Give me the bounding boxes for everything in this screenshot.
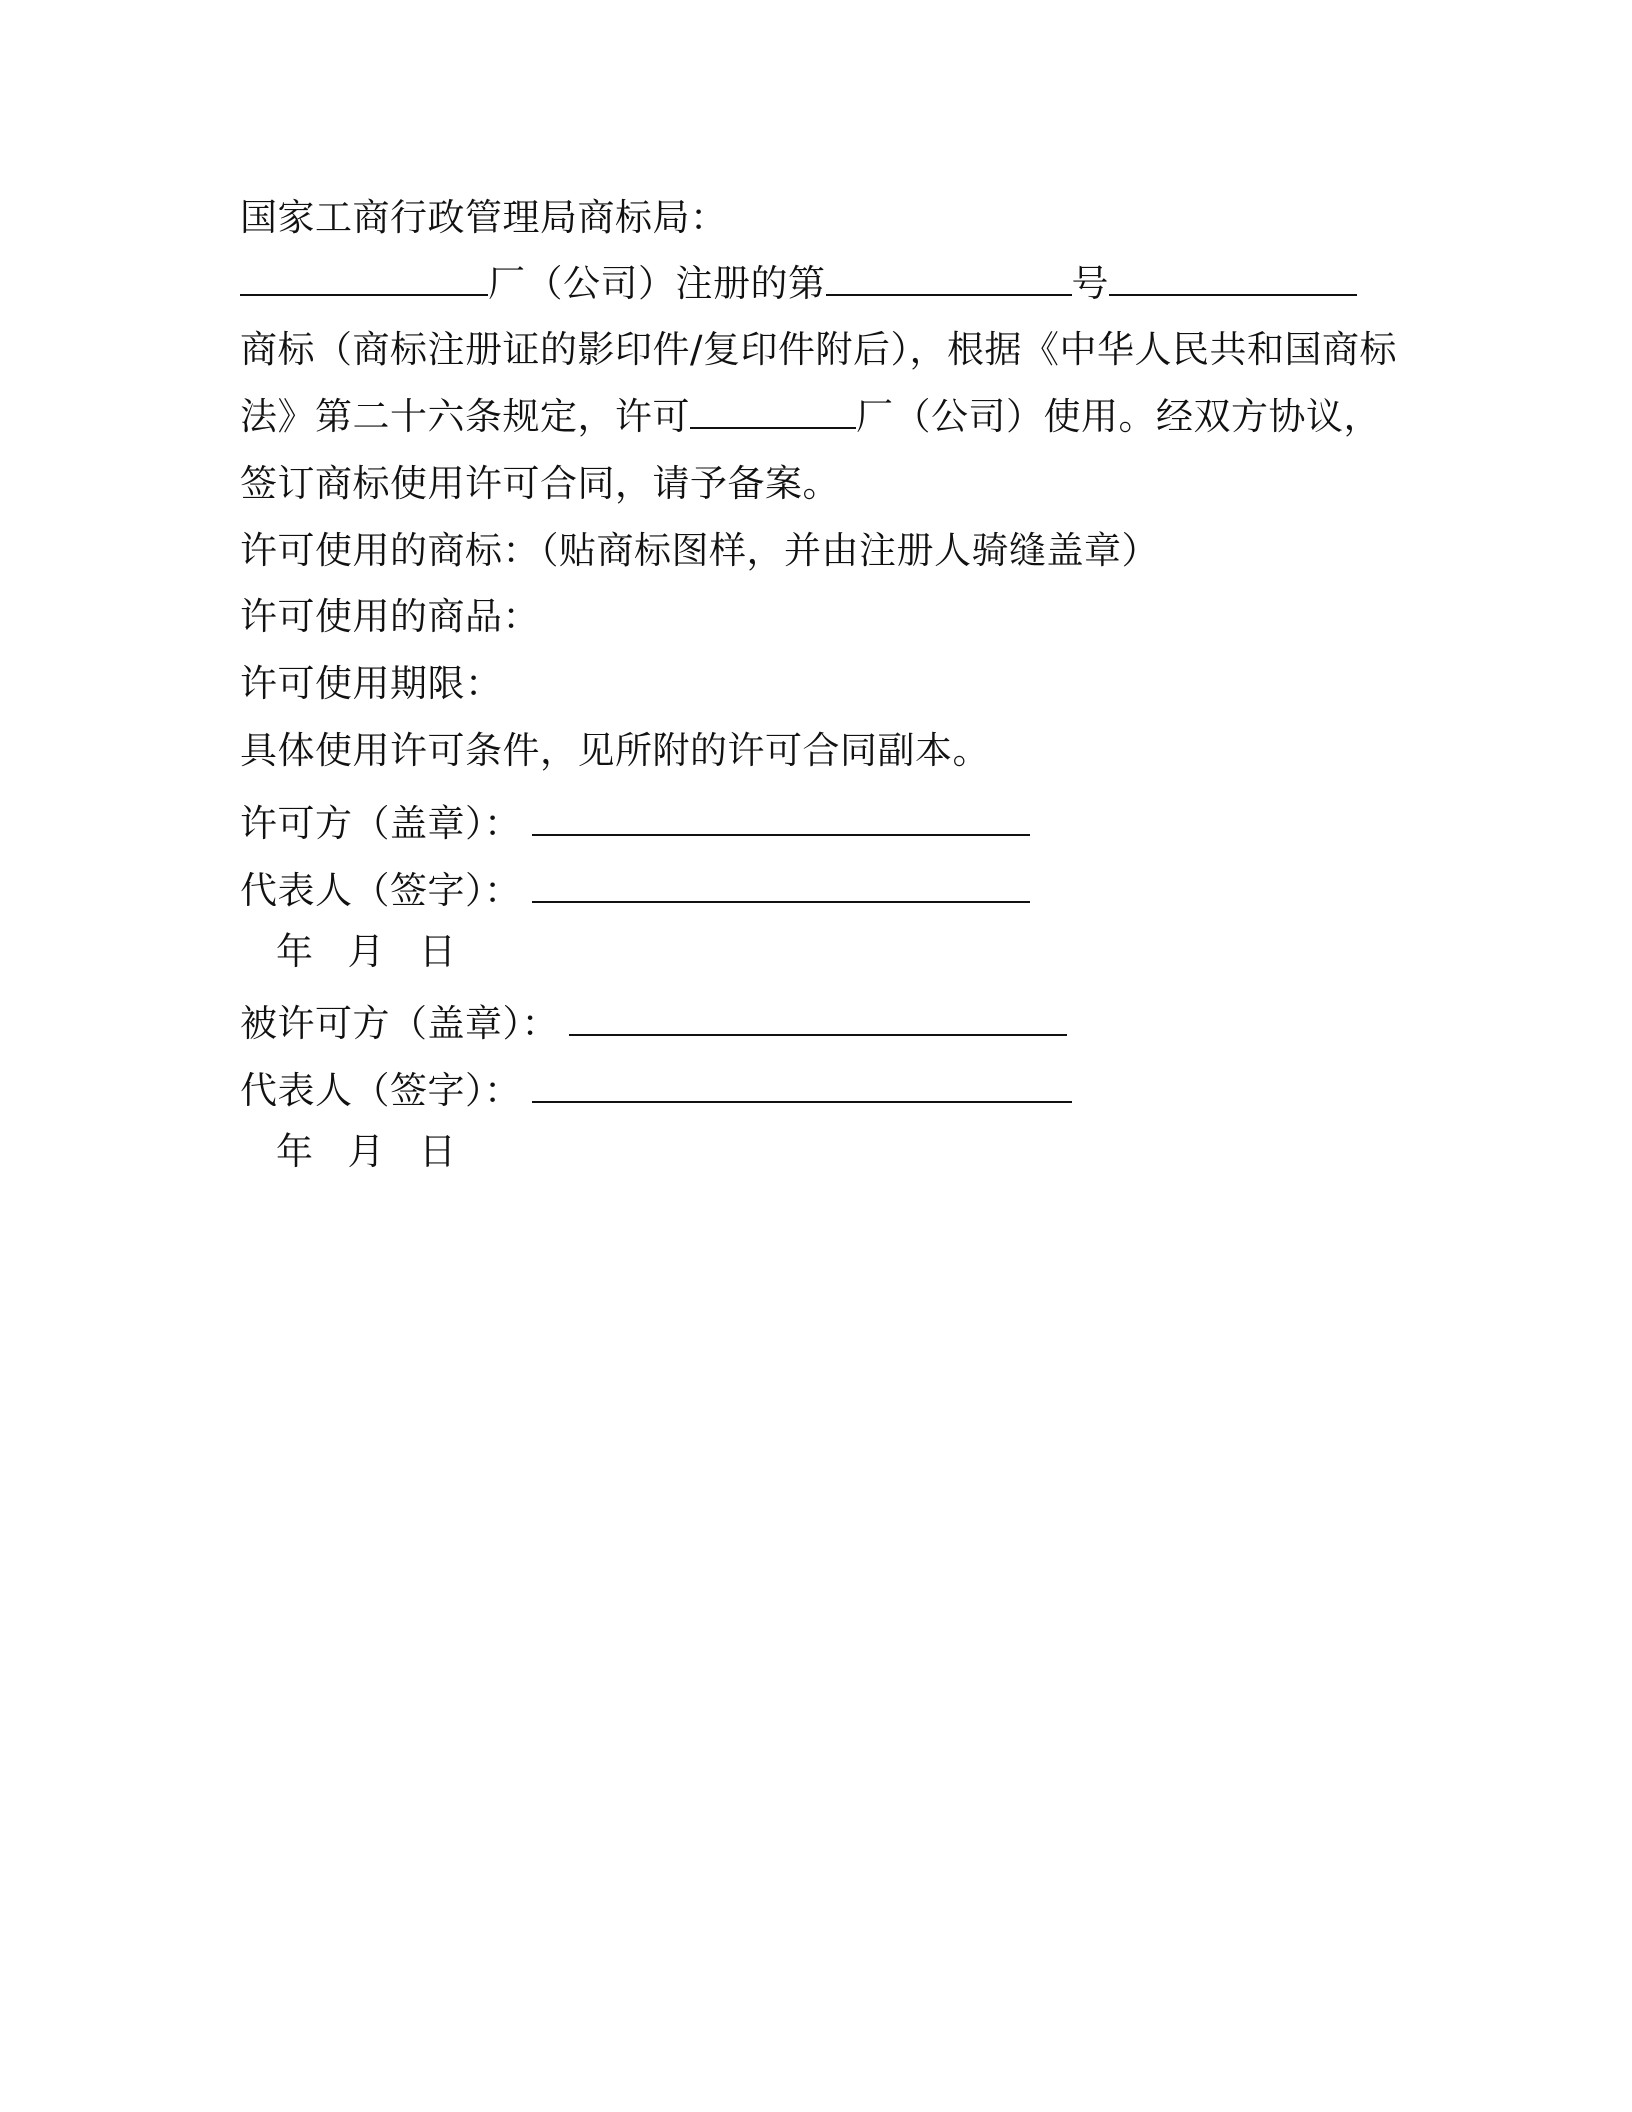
licensee-rep-line bbox=[240, 1067, 1072, 1115]
paragraph-line-4 bbox=[240, 460, 840, 508]
blank-licensee bbox=[690, 393, 856, 429]
licensor-seal-blank bbox=[532, 800, 1030, 836]
licensee-seal-blank bbox=[569, 1000, 1067, 1036]
licensor-rep-line bbox=[240, 867, 1030, 915]
licensor-date-day: 日 bbox=[419, 930, 457, 973]
licensor-label: 许可方（盖章）： bbox=[240, 802, 522, 845]
licensee-date-year: 年 bbox=[276, 1130, 314, 1173]
para1-line3-end: 厂（公司）使用。经双方协议， bbox=[856, 395, 1381, 438]
licensed-goods-line bbox=[240, 593, 540, 641]
licensed-mark-line bbox=[240, 527, 1159, 575]
blank-registrant bbox=[240, 260, 488, 296]
licensee-date-line bbox=[276, 1128, 457, 1176]
licensor-date-year: 年 bbox=[276, 930, 314, 973]
blank-registration-number bbox=[826, 260, 1072, 296]
paragraph-line-3 bbox=[240, 393, 1381, 441]
para1-line3-start: 法》第二十六条规定，许可 bbox=[240, 395, 690, 438]
licensor-seal-line bbox=[240, 800, 1030, 848]
licensee-signature-blank bbox=[532, 1067, 1072, 1103]
licensee-seal-line bbox=[240, 1000, 1067, 1048]
licensed-mark-text: 许可使用的商标：（贴商标图样，并由注册人骑缝盖章） bbox=[240, 529, 1159, 572]
salutation bbox=[240, 194, 728, 242]
blank-trademark bbox=[1109, 260, 1357, 296]
licensed-term-text: 许可使用期限： bbox=[240, 662, 503, 705]
salutation-text: 国家工商行政管理局商标局： bbox=[240, 196, 728, 239]
licensor-rep-label: 代表人（签字）： bbox=[240, 869, 522, 912]
licensor-date-month: 月 bbox=[347, 930, 385, 973]
para1-line4: 签订商标使用许可合同，请予备案。 bbox=[240, 462, 840, 505]
licensee-label: 被许可方（盖章）： bbox=[240, 1002, 559, 1045]
conditions-line bbox=[240, 727, 990, 775]
para1-line2: 商标（商标注册证的影印件/复印件附后），根据《中华人民共和国商标 bbox=[240, 328, 1397, 371]
para1-seg2: 号 bbox=[1071, 262, 1109, 305]
licensed-term-line bbox=[240, 660, 503, 708]
paragraph-line-2 bbox=[240, 326, 1397, 374]
paragraph-line-1 bbox=[240, 260, 1357, 308]
licensee-date-day: 日 bbox=[419, 1130, 457, 1173]
licensee-rep-label: 代表人（签字）： bbox=[240, 1069, 522, 1112]
licensor-signature-blank bbox=[532, 867, 1030, 903]
para1-seg1: 厂（公司）注册的第 bbox=[488, 262, 826, 305]
licensee-date-month: 月 bbox=[347, 1130, 385, 1173]
licensor-date-line bbox=[276, 928, 457, 976]
licensed-goods-text: 许可使用的商品： bbox=[240, 595, 540, 638]
conditions-text: 具体使用许可条件，见所附的许可合同副本。 bbox=[240, 729, 990, 772]
